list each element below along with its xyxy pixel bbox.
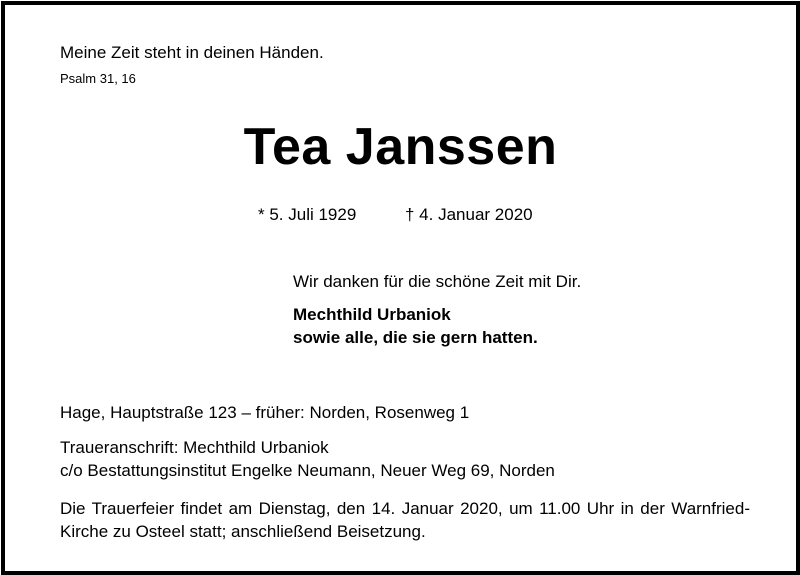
birth-date: * 5. Juli 1929 xyxy=(258,205,357,224)
mourner-name: Mechthild Urbaniok xyxy=(293,305,451,324)
mourner-others: sowie alle, die sie gern hatten. xyxy=(293,328,538,347)
thanks-line: Wir danken für die schöne Zeit mit Dir. xyxy=(293,272,582,291)
death-date: † 4. Januar 2020 xyxy=(405,205,533,224)
bible-quote: Meine Zeit steht in deinen Händen. xyxy=(60,43,324,62)
obituary-notice xyxy=(1,1,800,575)
quote-source: Psalm 31, 16 xyxy=(60,71,136,86)
deceased-name: Tea Janssen xyxy=(243,118,558,176)
residence-line: Hage, Hauptstraße 123 – früher: Norden, Rosenweg 1 xyxy=(60,403,470,422)
condolence-address-line1: Traueranschrift: Mechthild Urbaniok xyxy=(60,438,329,457)
condolence-address-line2: c/o Bestattungsinstitut Engelke Neumann, Neuer Weg 69, Norden xyxy=(60,461,555,480)
funeral-info: Die Trauerfeier findet am Dienstag, den 14. Januar 2020, um 11.00 Uhr in der Warnfried-Kirche zu Osteel statt; anschließend Beisetzung. xyxy=(60,499,750,541)
